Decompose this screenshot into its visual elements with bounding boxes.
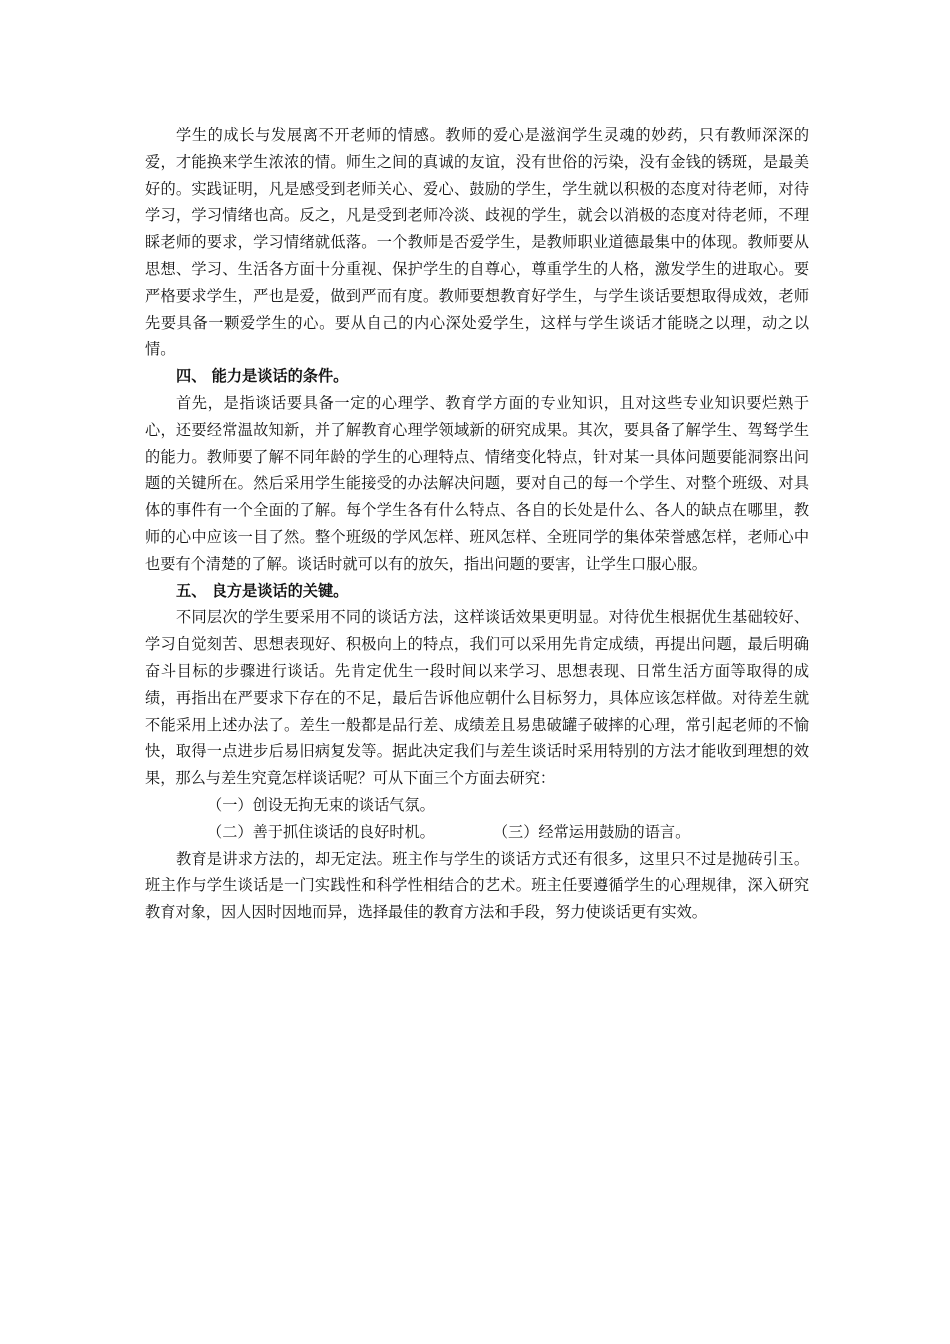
paragraph-conclusion: 教育是讲求方法的，却无定法。班主作与学生的谈话方式还有很多，这里只不过是抛砖引玉。班主作与学生谈话是一门实践性和科学性相结合的艺术。班主任要遵循学生的心理规律，深入研究教育对象，因人因时因地而异，选择最佳的教育方法和手段，努力使谈话更有实效。 bbox=[145, 849, 809, 922]
paragraph-love: 学生的成长与发展离不开老师的情感。教师的爱心是滋润学生灵魂的妙药，只有教师深深的爱，才能换来学生浓浓的情。师生之间的真诚的友谊，没有世俗的污染，没有金钱的锈斑，是最美好的。实践证明，凡是感受到老师关心、爱心、鼓励的学生，学生就以积极的态度对待老师，对待学习，学习情绪也高。反之，凡是受到老师冷淡、歧视的学生，就会以消极的态度对待老师，不理睬老师的要求，学习情绪就低落。一个教师是否爱学生，是教师职业道德最集中的体现。教师要从思想、学习、生活各方面十分重视、保护学生的自尊心，尊重学生的人格，激发学生的进取心。要严格要求学生，严也是爱，做到严而有度。教师要想教育好学生，与学生谈话要想取得成效，老师先要具备一颗爱学生的心。要从自己的内心深处爱学生，这样与学生谈话才能晓之以理，动之以情。 bbox=[145, 126, 809, 359]
paragraph-ability: 首先，是指谈话要具备一定的心理学、教育学方面的专业知识，且对这些专业知识要烂熟于心，还要经常温故知新，并了解教育心理学领域新的研究成果。其次，要具备了解学生、驾驽学生的能力。教师要了解不同年龄的学生的心理特点、情绪变化特点，针对某一具体问题要能洞察出问题的关键所在。然后采用学生能接受的办法解决问题，要对自己的每一个学生、对整个班级、对具体的事件有一个全面的了解。每个学生各有什么特点、各自的长处是什么、各人的缺点在哪里，教师的心中应该一目了然。整个班级的学风怎样、班风怎样、全班同学的集体荣誉感怎样，老师心中也要有个清楚的了解。谈话时就可以有的放矢，指出问题的要害，让学生口服心服。 bbox=[145, 393, 809, 573]
section-heading-four: 四、 能力是谈话的条件。 bbox=[176, 367, 349, 386]
sub-item-line-1 bbox=[145, 792, 809, 819]
paragraph-methods: 不同层次的学生要采用不同的谈话方法，这样谈话效果更明显。对待优生根据优生基础较好、学习自觉刻苦、思想表现好、积极向上的特点，我们可以采用先肯定成绩，再提出问题，最后明确奋斗目标的步骤进行谈话。先肯定优生一段时间以来学习、思想表现、日常生活方面等取得的成绩，再指出在严要求下存在的不足，最后告诉他应朝什么目标努力，具体应该怎样做。对待差生就不能采用上述办法了。差生一般都是品行差、成绩差且易患破罐子破摔的心理，常引起老师的不愉快，取得一点进步后易旧病复发等。据此决定我们与差生谈话时采用特别的方法才能收到理想的效果，那么与差生究竟怎样谈话呢？可从下面三个方面去研究： bbox=[145, 608, 809, 788]
sub-item-2: （二）善于抓住谈话的良好时机。 bbox=[207, 822, 435, 841]
section-heading-five: 五、 良方是谈话的关键。 bbox=[176, 581, 349, 600]
document-body bbox=[145, 122, 809, 926]
sub-item-3: （三）经常运用鼓励的语言。 bbox=[492, 822, 691, 841]
sub-item-line-2 bbox=[145, 819, 809, 846]
sub-item-1: （一）创设无拘无束的谈话气氛。 bbox=[207, 795, 435, 814]
